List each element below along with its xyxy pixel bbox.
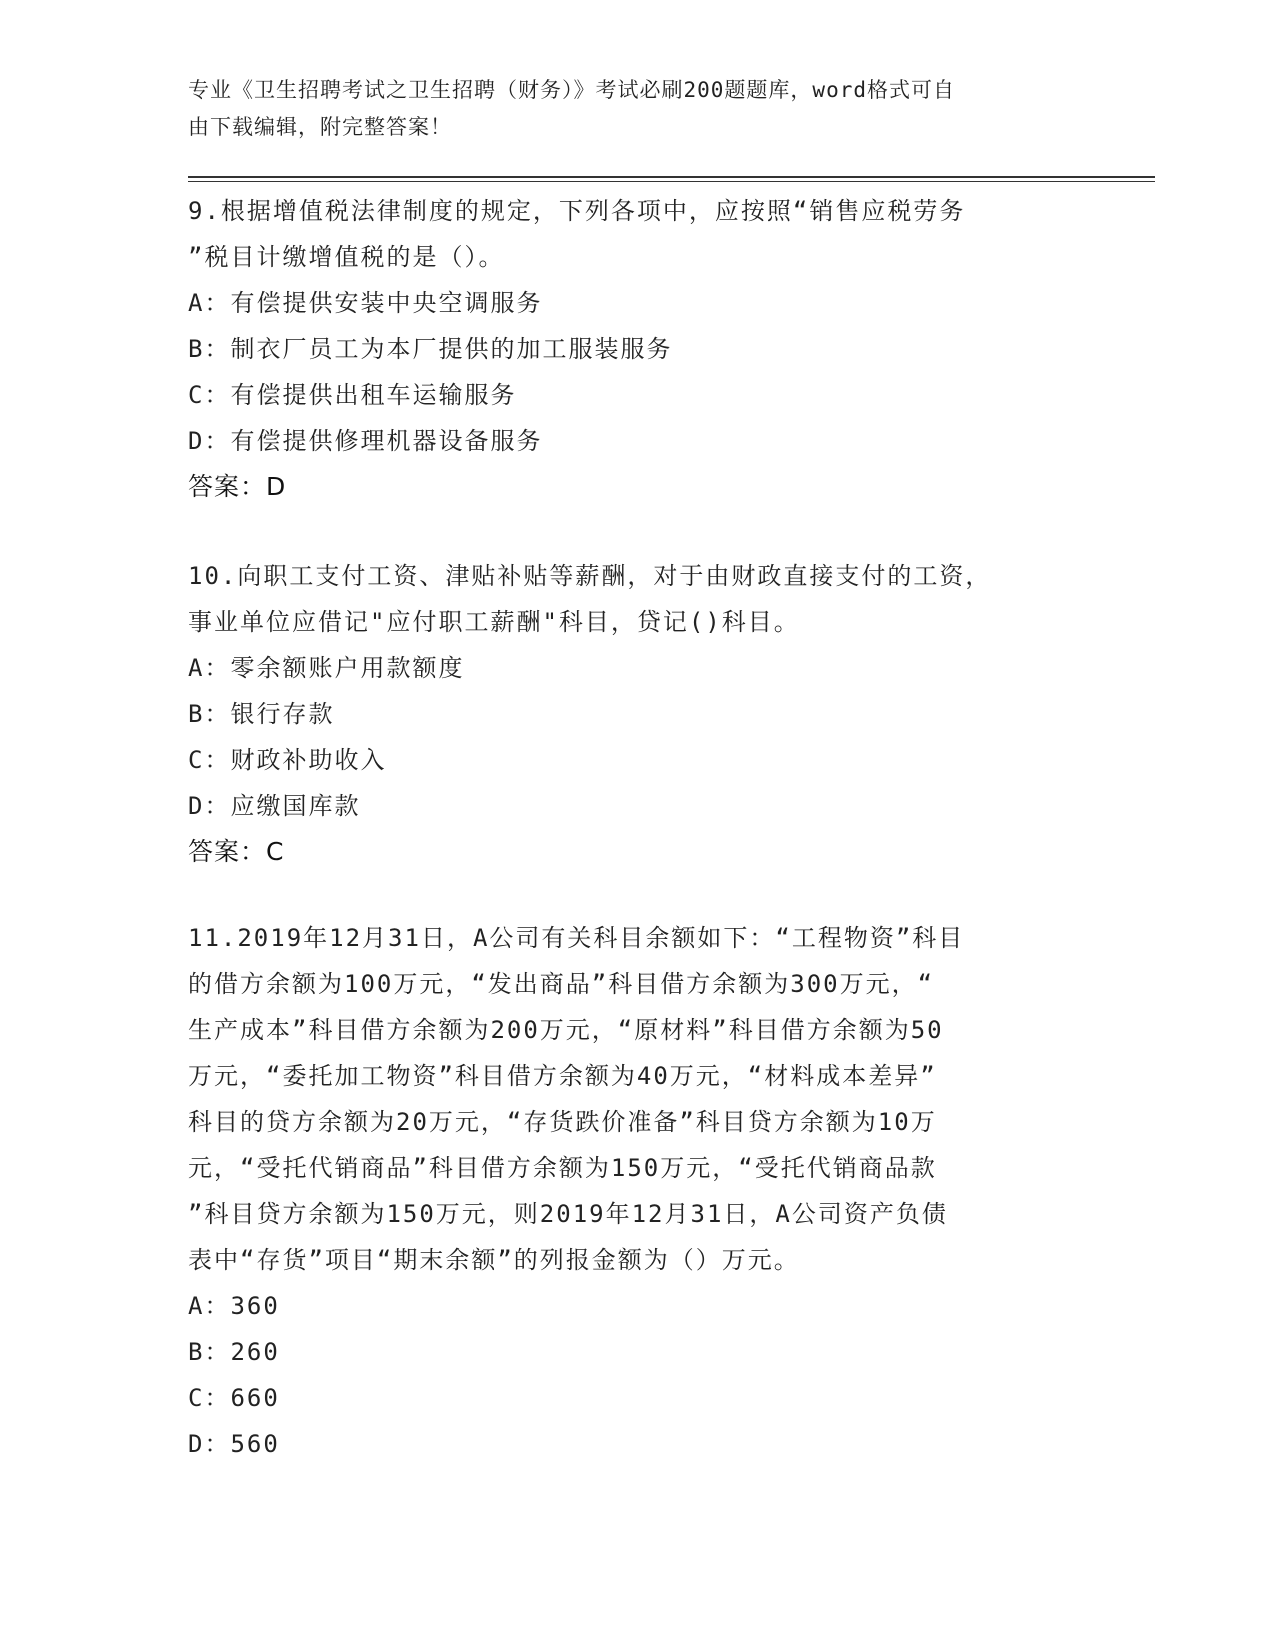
option-a: A：零余额账户用款额度 — [188, 654, 465, 682]
question-block — [188, 188, 1088, 510]
question-stem-line: 万元，“委托加工物资”科目借方余额为40万元，“材料成本差异” — [188, 1062, 937, 1090]
option-a: A：有偿提供安装中央空调服务 — [188, 289, 543, 317]
header-divider — [188, 176, 1155, 182]
header-line: 由下载编辑，附完整答案！ — [188, 115, 452, 139]
option-d: D：560 — [188, 1430, 280, 1458]
header-line: 专业《卫生招聘考试之卫生招聘（财务）》考试必刷200题题库，word格式可自 — [188, 78, 955, 102]
option-c: C：660 — [188, 1384, 280, 1412]
option-d: D：有偿提供修理机器设备服务 — [188, 427, 543, 455]
question-stem-line: 生产成本”科目借方余额为200万元，“原材料”科目借方余额为50 — [188, 1016, 944, 1044]
option-b: B：260 — [188, 1338, 280, 1366]
question-block — [188, 553, 1088, 875]
question-stem-line: 元，“受托代销商品”科目借方余额为150万元，“受托代销商品款 — [188, 1154, 937, 1182]
option-c: C：有偿提供出租车运输服务 — [188, 381, 517, 409]
option-b: B：制衣厂员工为本厂提供的加工服装服务 — [188, 335, 673, 363]
question-stem-line: 9.根据增值税法律制度的规定，下列各项中，应按照“销售应税劳务 — [188, 197, 966, 225]
question-block — [188, 915, 1088, 1467]
option-d: D：应缴国库款 — [188, 792, 361, 820]
question-stem-line: ”科目贷方余额为150万元，则2019年12月31日，A公司资产负债 — [188, 1200, 948, 1228]
option-b: B：银行存款 — [188, 700, 335, 728]
question-stem-line: 11.2019年12月31日，A公司有关科目余额如下：“工程物资”科目 — [188, 924, 965, 952]
question-stem-line: ”税目计缴增值税的是（）。 — [188, 243, 505, 271]
question-stem-line: 的借方余额为100万元，“发出商品”科目借方余额为300万元，“ — [188, 970, 935, 998]
document-header-note — [188, 72, 1068, 146]
answer-line: 答案：C — [188, 837, 285, 866]
question-stem-line: 表中“存货”项目“期末余额”的列报金额为（）万元。 — [188, 1246, 800, 1274]
option-c: C：财政补助收入 — [188, 746, 387, 774]
question-stem-line: 10.向职工支付工资、津贴补贴等薪酬，对于由财政直接支付的工资， — [188, 562, 992, 590]
question-stem-line: 事业单位应借记"应付职工薪酬"科目，贷记()科目。 — [188, 608, 800, 636]
question-stem-line: 科目的贷方余额为20万元，“存货跌价准备”科目贷方余额为10万 — [188, 1108, 937, 1136]
option-a: A：360 — [188, 1292, 280, 1320]
answer-line: 答案：D — [188, 472, 287, 501]
